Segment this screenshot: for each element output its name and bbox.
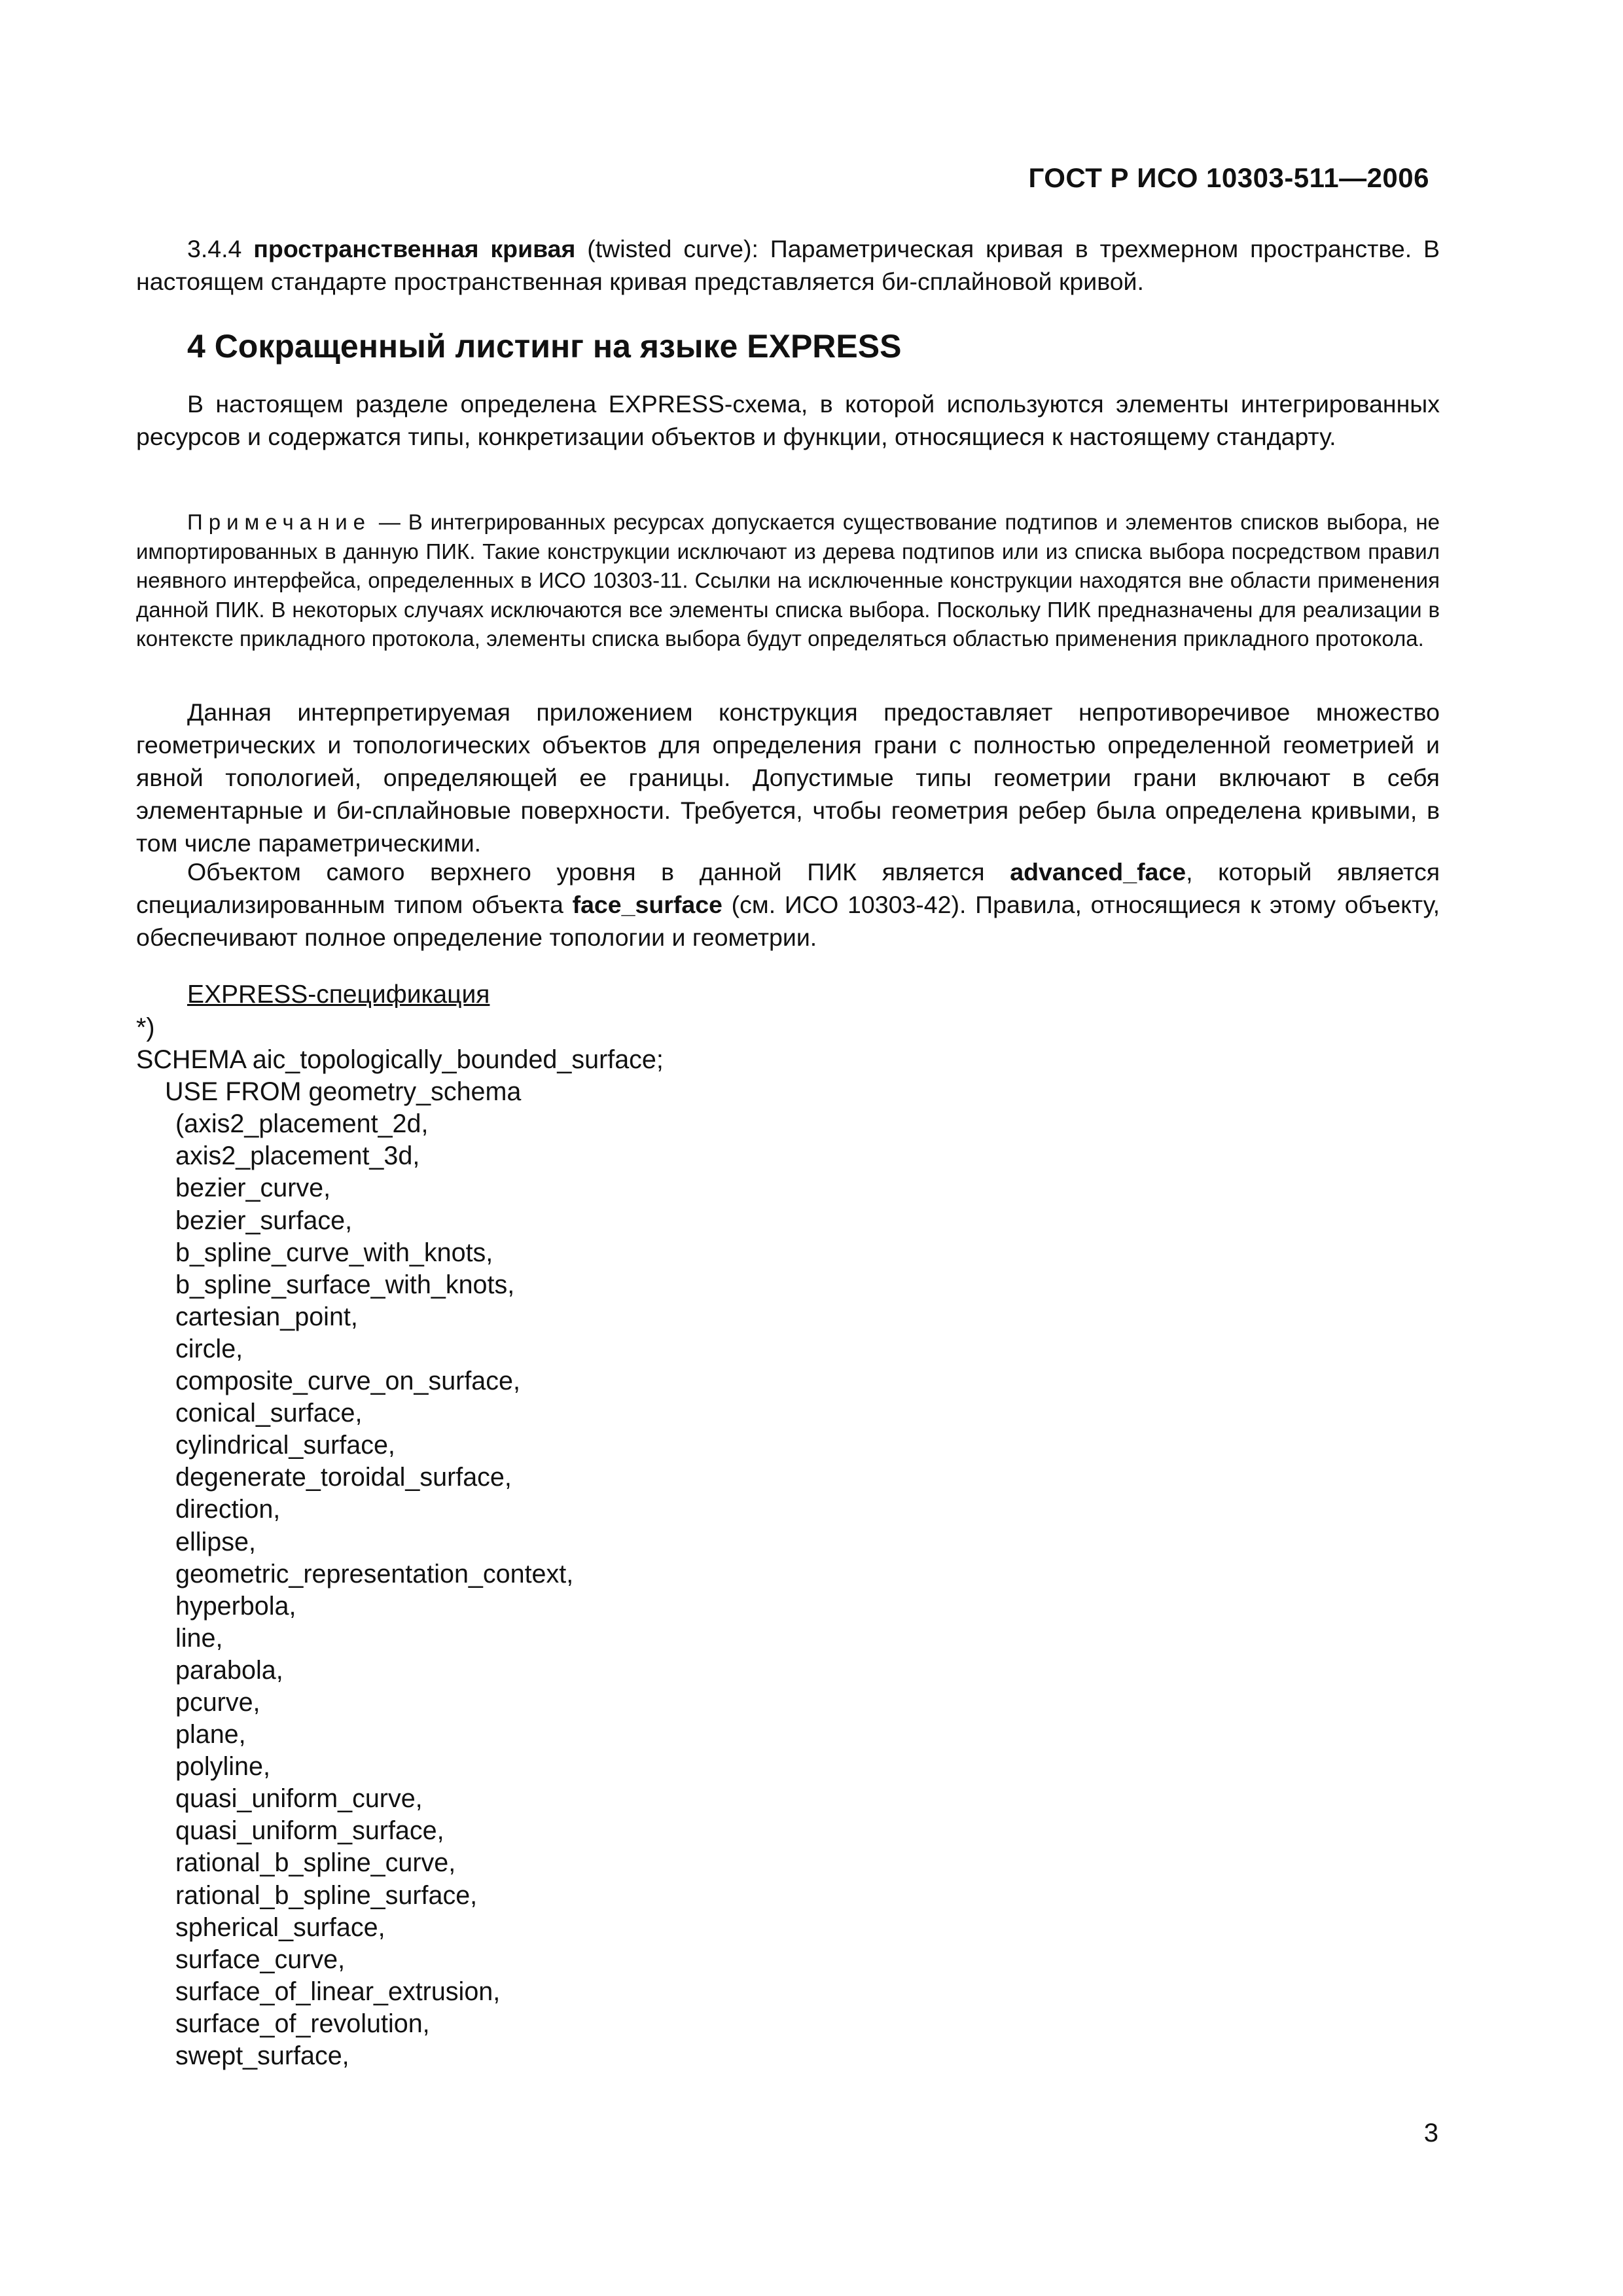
listing-item: composite_curve_on_surface, <box>175 1367 520 1396</box>
listing-items <box>136 1108 664 2072</box>
section-4-para2 <box>136 696 1440 859</box>
note-text: — В интегрированных ресурсах допускается существование подтипов и элементов списков выбора, не импортированных в данную ПИК. Такие конструкции исключают из дерева подтипов или из списка выбора посредством правил неявного интерфейса, определенных в ИСО 10303-11. Ссылки на исключенные конструкции находятся вне области применения данной ПИК. В некоторых случаях исключаются все элементы списка выбора. Поскольку ПИК предназначены для реализации в контексте прикладного протокола, элементы списка выбора будут определяться областью применения прикладного протокола. <box>136 510 1440 651</box>
page-number: 3 <box>1423 2119 1438 2147</box>
listing-item: bezier_curve, <box>175 1174 331 1203</box>
listing-item: spherical_surface, <box>175 1912 385 1942</box>
listing-item: surface_of_revolution, <box>175 2009 430 2038</box>
listing-item: hyperbola, <box>175 1591 296 1621</box>
listing-item: line, <box>175 1623 223 1653</box>
section-4-intro-text: В настоящем разделе определена EXPRESS-схема, в которой используются элементы интегрированных ресурсов и содержатся типы, конкретизации объектов и функции, относящиеся к настоящему стандарту. <box>136 390 1440 450</box>
definition-number: 3.4.4 <box>187 235 242 262</box>
standard-header: ГОСТ Р ИСО 10303-511—2006 <box>1028 162 1429 193</box>
listing-item: axis2_placement_3d, <box>175 1141 420 1171</box>
listing-item: rational_b_spline_surface, <box>175 1880 478 1910</box>
listing-item: quasi_uniform_surface, <box>175 1816 444 1846</box>
express-spec-title: EXPRESS-спецификация <box>187 980 490 1009</box>
express-listing <box>136 1012 664 2072</box>
listing-item: quasi_uniform_curve, <box>175 1784 423 1814</box>
definition-term: пространственная кривая <box>253 235 576 262</box>
note-label: Примечание <box>187 510 372 534</box>
section-4-heading: 4 Сокращенный листинг на языке EXPRESS <box>187 328 902 365</box>
listing-item: rational_b_spline_curve, <box>175 1848 456 1878</box>
listing-item: ellipse, <box>175 1527 256 1556</box>
para2-text: Данная интерпретируемая приложением конструкция предоставляет непротиворечивое множество геометрических и топологических объектов для определения грани с полностью определенной геометрией и явной топологией, определяющей ее границы. Допустимые типы геометрии грани включают в себя элементарные и би-сплайновые поверхности. Требуется, чтобы геометрия ребер была определена кривыми, в том числе параметрическими. <box>136 698 1440 857</box>
listing-item: direction, <box>175 1495 281 1524</box>
section-4-intro <box>136 387 1440 453</box>
listing-item: parabola, <box>175 1655 283 1685</box>
listing-item: cylindrical_surface, <box>175 1431 395 1460</box>
section-4-para3 <box>136 855 1440 954</box>
note-block <box>136 508 1440 654</box>
listing-item: b_spline_curve_with_knots, <box>175 1238 493 1267</box>
listing-item: b_spline_surface_with_knots, <box>175 1270 515 1299</box>
listing-item: conical_surface, <box>175 1399 363 1428</box>
listing-item: geometric_representation_context, <box>175 1559 574 1588</box>
listing-item: surface_of_linear_extrusion, <box>175 1977 501 2006</box>
entity-face-surface: face_surface <box>572 891 722 918</box>
listing-item: pcurve, <box>175 1687 260 1717</box>
listing-item: circle, <box>175 1334 243 1363</box>
para3-text-a: Объектом самого верхнего уровня в данной ПИК является <box>187 858 1010 886</box>
listing-schema-line: SCHEMA aic_topologically_bounded_surface; <box>136 1045 664 1075</box>
listing-item: degenerate_toroidal_surface, <box>175 1463 512 1492</box>
listing-item: (axis2_placement_2d, <box>175 1109 429 1139</box>
listing-item: bezier_surface, <box>175 1206 353 1235</box>
listing-item: cartesian_point, <box>175 1302 358 1331</box>
entity-advanced-face: advanced_face <box>1010 858 1186 886</box>
para3-text-c: , который является специализированным типом объекта <box>136 858 1440 918</box>
listing-item: swept_surface, <box>175 2041 349 2070</box>
listing-use-from: USE FROM geometry_schema <box>165 1077 522 1107</box>
listing-open-comment: *) <box>136 1013 155 1042</box>
listing-item: surface_curve, <box>175 1945 346 1974</box>
listing-item: plane, <box>175 1720 246 1749</box>
definition-text: (twisted curve): Параметрическая кривая в трехмерном пространстве. В настоящем стандарте пространственная кривая представляется би-сплайновой кривой. <box>136 235 1440 295</box>
listing-item: polyline, <box>175 1752 270 1782</box>
para3-text-e: (см. ИСО 10303-42). Правила, относящиеся к этому объекту, обеспечивают полное определение топологии и геометрии. <box>136 891 1440 951</box>
definition-3-4-4 <box>136 232 1440 298</box>
